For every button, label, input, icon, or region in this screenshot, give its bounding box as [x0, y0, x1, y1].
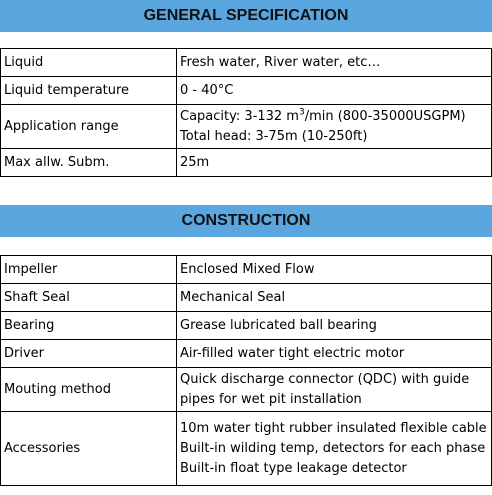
spec-value: Fresh water, River water, etc… — [177, 49, 492, 77]
general-specification-header — [0, 0, 492, 32]
value-line: 10m water tight rubber insulated flexible cable — [180, 420, 487, 436]
value-line: pipes for wet pit installation — [180, 391, 362, 407]
spec-label: Shaft Seal — [1, 284, 177, 312]
table-row — [1, 284, 492, 312]
capacity-superscript: 3 — [298, 107, 305, 118]
spec-value: Air-filled water tight electric motor — [177, 340, 492, 368]
spec-value: Grease lubricated ball bearing — [177, 312, 492, 340]
total-head-line: Total head: 3-75m (10-250ft) — [180, 128, 368, 144]
table-row — [1, 412, 492, 486]
capacity-suffix: /min (800-35000USGPM) — [304, 108, 466, 124]
table-row — [1, 256, 492, 284]
table-row — [1, 312, 492, 340]
spec-label: Mouting method — [1, 368, 177, 412]
general-specification-title: GENERAL SPECIFICATION — [143, 7, 349, 24]
spec-label: Application range — [1, 105, 177, 149]
table-row — [1, 105, 492, 149]
table-row — [1, 340, 492, 368]
table-row — [1, 149, 492, 177]
construction-title: CONSTRUCTION — [181, 212, 311, 229]
value-line: Built-in wilding temp, detectors for each phase — [180, 440, 486, 456]
spec-value — [177, 412, 492, 486]
spec-label: Driver — [1, 340, 177, 368]
table-row — [1, 49, 492, 77]
construction-header — [0, 205, 492, 237]
spec-label: Liquid temperature — [1, 77, 177, 105]
spec-label: Liquid — [1, 49, 177, 77]
capacity-prefix: Capacity: 3-132 m — [180, 108, 299, 124]
table-row — [1, 77, 492, 105]
spec-label: Impeller — [1, 256, 177, 284]
spec-value: Mechanical Seal — [177, 284, 492, 312]
spec-value: 0 - 40°C — [177, 77, 492, 105]
spec-label: Accessories — [1, 412, 177, 486]
value-line: Built-in float type leakage detector — [180, 460, 407, 476]
spec-value — [177, 368, 492, 412]
spec-label: Bearing — [1, 312, 177, 340]
spec-value: Enclosed Mixed Flow — [177, 256, 492, 284]
general-specification-table — [0, 48, 492, 177]
construction-table — [0, 255, 492, 486]
spec-value — [177, 105, 492, 149]
spec-label: Max allw. Subm. — [1, 149, 177, 177]
value-line: Quick discharge connector (QDC) with guide — [180, 371, 470, 387]
spec-value: 25m — [177, 149, 492, 177]
table-row — [1, 368, 492, 412]
capacity-line — [180, 107, 488, 127]
